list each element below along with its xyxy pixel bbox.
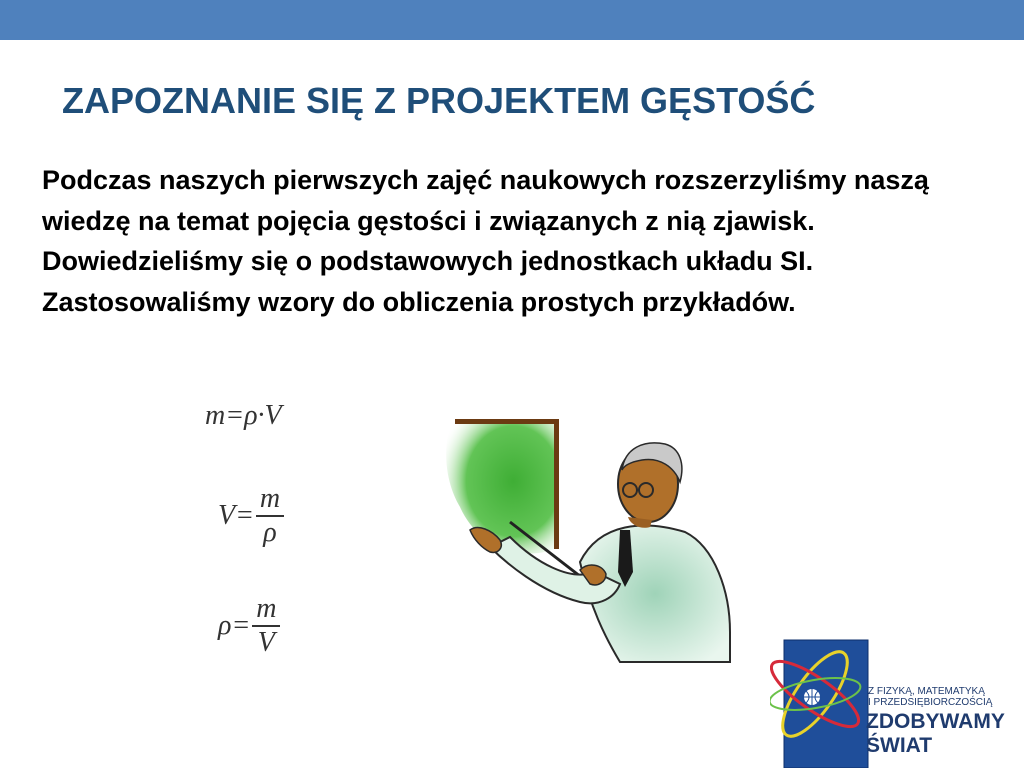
formula-volume-fraction <box>256 485 284 547</box>
logo-title-line2: ŚWIAT <box>866 734 933 757</box>
formula-volume-lhs: V= <box>218 500 254 531</box>
top-color-band <box>0 0 1024 40</box>
fraction-numerator: m <box>256 593 277 624</box>
slide-title: ZAPOZNANIE SIĘ Z PROJEKTEM GĘSTOŚĆ <box>62 80 816 121</box>
logo-title <box>866 710 1005 758</box>
formula-volume <box>218 485 284 547</box>
logo-subtitle-line2: I PRZEDSIĘBIORCZOŚCIĄ <box>868 697 993 708</box>
logo-title-line1: ZDOBYWAMY <box>866 710 1005 733</box>
formula-mass <box>205 400 282 432</box>
formula-density-fraction <box>252 595 280 657</box>
slide-body-text: Podczas naszych pierwszych zajęć naukowych rozszerzyliśmy naszą wiedzę na temat pojęcia gęstości i związanych z nią zjawisk. Dowiedzieliśmy się o podstawowych jednostkach układu SI. Zastosowaliśmy wzory do obliczenia prostych przykładów. <box>42 165 929 317</box>
fraction-denominator: V <box>257 627 275 658</box>
logo-subtitle <box>868 686 992 708</box>
formula-density-lhs: ρ= <box>218 610 251 641</box>
teacher-at-board-icon <box>430 412 740 672</box>
fraction-denominator: ρ <box>263 517 277 548</box>
formula-density <box>218 595 280 657</box>
logo-subtitle-line1: Z FIZYKĄ, MATEMATYKĄ <box>868 686 985 697</box>
formula-mass-text: m=ρ·V <box>205 400 282 431</box>
fraction-numerator: m <box>259 483 281 514</box>
